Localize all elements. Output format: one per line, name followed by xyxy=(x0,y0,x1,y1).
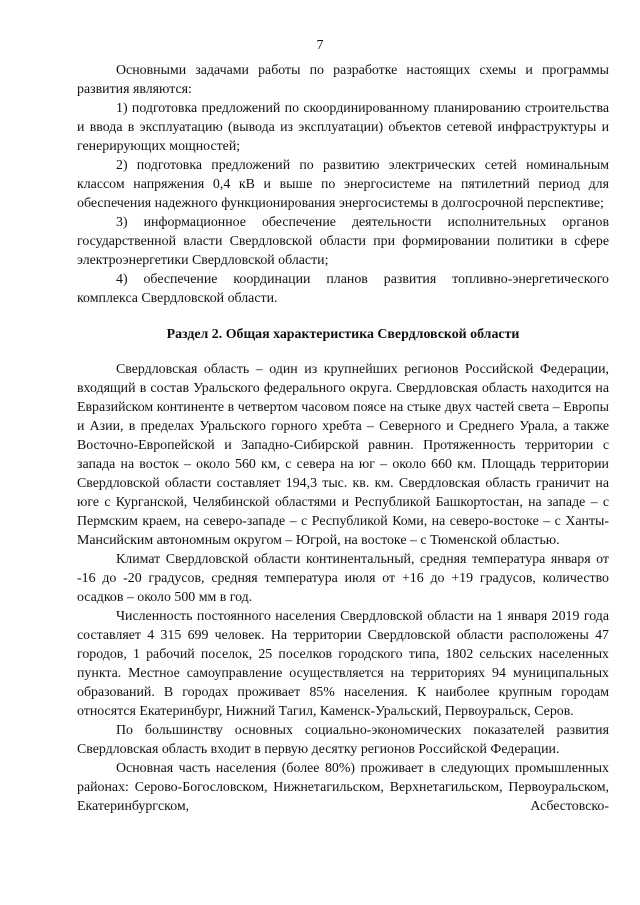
districts-paragraph: Основная часть населения (более 80%) проживает в следующих промышленных районах: Серово-Богословском, Нижнетагильском, Верхнетагильском, Первоуральском, Екатеринбургском, Асбестовско- xyxy=(77,761,609,814)
intro-paragraph: Основными задачами работы по разработке настоящих схемы и программы развития являются: xyxy=(77,63,609,97)
task-item-4: 4) обеспечение координации планов развития топливно-энергетического комплекса Свердловской области. xyxy=(77,272,609,306)
page-content xyxy=(77,61,609,816)
population-paragraph: Численность постоянного населения Свердловской области на 1 января 2019 года составляет 4 315 699 человек. На территории Свердловской области расположены 47 городов, 1 рабочий поселок, 25 поселков городского типа, 1802 сельских населенных пункта. Местное самоуправление осуществляется на территориях 94 муниципальных образований. В городах проживает 85% населения. К наиболее крупным городам относятся Екатеринбург, Нижний Тагил, Каменск-Уральский, Первоуральск, Серов. xyxy=(77,609,609,719)
climate-paragraph: Климат Свердловской области континентальный, средняя температура января от -16 до -20 градусов, средняя температура июля от +16 до +19 градусов, количество осадков – около 500 мм в год. xyxy=(77,552,609,605)
section-heading: Раздел 2. Общая характеристика Свердловской области xyxy=(166,327,520,342)
task-item-3: 3) информационное обеспечение деятельности исполнительных органов государственной власти Свердловской области при формировании политики в сфере электроэнергетики Свердловской области; xyxy=(77,215,609,268)
economy-paragraph: По большинству основных социально-экономических показателей развития Свердловская область входит в первую десятку регионов Российской Федерации. xyxy=(77,723,609,757)
task-item-2: 2) подготовка предложений по развитию электрических сетей номинальным классом напряжения 0,4 кВ и выше по энергосистеме на пятилетний период для обеспечения надежного функционирования энергосистемы в долгосрочной перспективе; xyxy=(77,158,609,211)
task-item-1: 1) подготовка предложений по скоординированному планированию строительства и ввода в эксплуатацию (вывода из эксплуатации) объектов сетевой инфраструктуры и генерирующих мощностей; xyxy=(77,101,609,154)
region-overview-paragraph: Свердловская область – один из крупнейших регионов Российской Федерации, входящий в состав Уральского федерального округа. Свердловская область находится на Евразийском континенте в четвертом часовом поясе на стыке двух частей света – Европы и Азии, в пределах Уральского горного хребта – Северного и Среднего Урала, а также Восточно-Европейской и Западно-Сибирской равнин. Протяженность территории с запада на восток – около 560 км, с севера на юг – около 660 км. Площадь территории Свердловской области составляет 194,3 тыс. кв. км. Свердловская область граничит на юге с Курганской, Челябинской областями и Республикой Башкортостан, на западе – с Пермским краем, на северо-западе – с Республикой Коми, на северо-востоке – с Ханты-Мансийским автономным округом – Югрой, на востоке – с Тюменской областью. xyxy=(77,362,609,548)
page-number: 7 xyxy=(316,38,324,53)
